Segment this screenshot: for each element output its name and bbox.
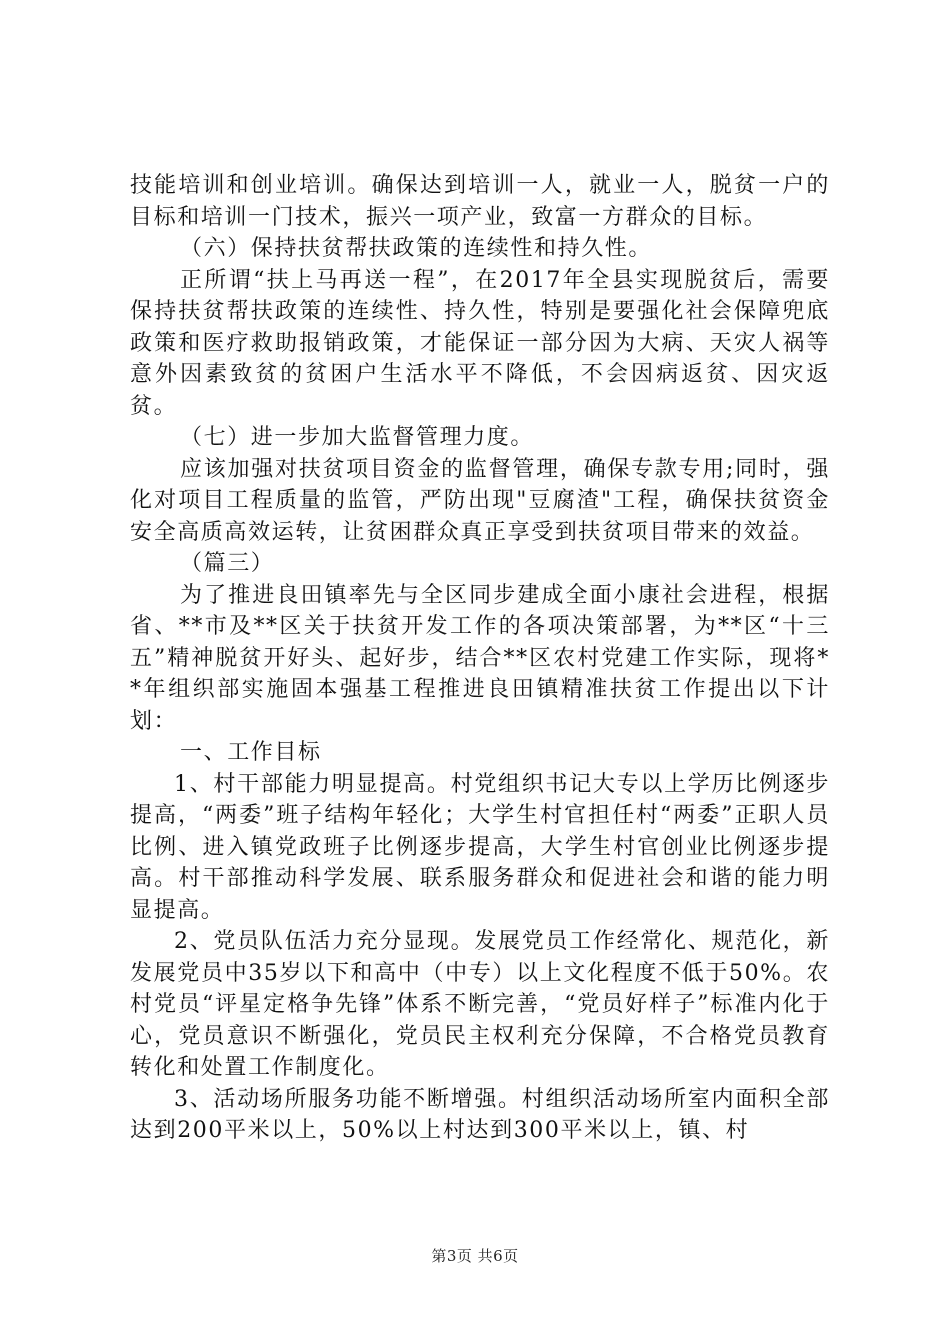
section-heading-seven: （七）进一步加大监督管理力度。 bbox=[180, 425, 535, 450]
paragraph-plan-intro: 为了推进良田镇率先与全区同步建成全面小康社会进程，根据省、**市及**区关于扶贫开发工作的各项决策部署，为**区“十三五”精神脱贫开好头、起好步，结合**区农村党建工作实际，现将**年组织部实施固本强基工程推进良田镇精准扶贫工作提出以下计划： bbox=[130, 582, 830, 734]
paragraph-policy-continuity: 正所谓“扶上马再送一程”，在2017年全县实现脱贫后，需要保持扶贫帮扶政策的连续性、持久性，特别是要强化社会保障兜底政策和医疗救助报销政策，才能保证一部分因为大病、天灾人祸等意外因素致贫的贫困户生活水平不降低，不会因病返贫、因灾返贫。 bbox=[130, 267, 830, 419]
list-item-goal-2: 2、党员队伍活力充分显现。发展党员工作经常化、规范化，新发展党员中35岁以下和高中（中专）以上文化程度不低于50%。农村党员“评星定格争先锋”体系不断完善，“党员好样子”标准内化于心，党员意识不断强化，党员民主权利充分保障，不合格党员教育转化和处置工作制度化。 bbox=[130, 929, 830, 1080]
chapter-heading-part-three: （篇三） bbox=[180, 551, 275, 576]
list-item-goal-3: 3、活动场所服务功能不断增强。村组织活动场所室内面积全部达到200平米以上，50%以上村达到300平米以上，镇、村 bbox=[130, 1086, 830, 1143]
paragraph-continuation: 技能培训和创业培训。确保达到培训一人，就业一人，脱贫一户的目标和培训一门技术，振兴一项产业，致富一方群众的目标。 bbox=[130, 173, 830, 230]
section-heading-six: （六）保持扶贫帮扶政策的连续性和持久性。 bbox=[180, 236, 653, 261]
paragraph-supervision: 应该加强对扶贫项目资金的监督管理，确保专款专用;同时，强化对项目工程质量的监管，严防出现"豆腐渣"工程，确保扶贫资金安全高质高效运转，让贫困群众真正享受到扶贫项目带来的效益。 bbox=[130, 456, 830, 545]
list-item-goal-1: 1、村干部能力明显提高。村党组织书记大专以上学历比例逐步提高，“两委”班子结构年轻化；大学生村官担任村“两委”正职人员比例、进入镇党政班子比例逐步提高，大学生村官创业比例逐步提高。村干部推动科学发展、联系服务群众和促进社会和谐的能力明显提高。 bbox=[130, 771, 830, 923]
page-number-footer: 第3页 共6页 bbox=[431, 1247, 519, 1265]
document-body bbox=[130, 170, 830, 1147]
section-heading-work-goals: 一、工作目标 bbox=[180, 740, 322, 765]
